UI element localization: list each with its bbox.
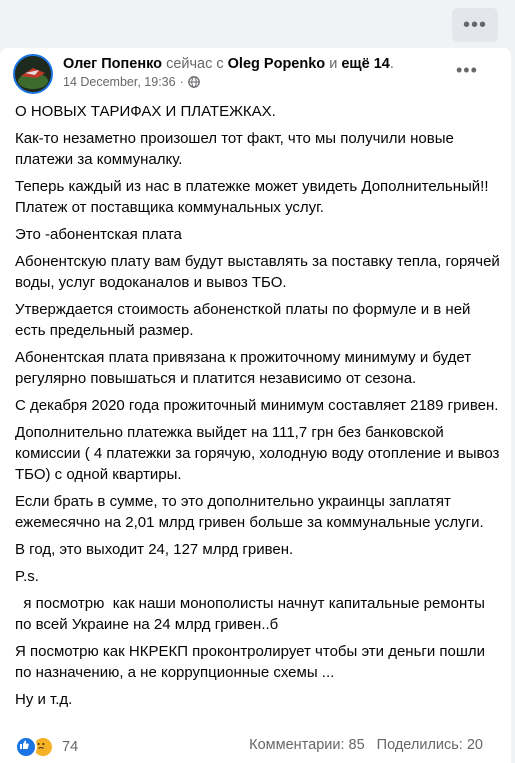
post-paragraph: P.s. [15, 568, 39, 585]
and-text: и [329, 56, 338, 72]
more-options-button[interactable]: ••• [452, 8, 498, 42]
post-text [15, 101, 500, 716]
post-paragraph: Это -абонентская плата [15, 226, 182, 243]
post-stats [249, 737, 483, 753]
post-meta [63, 75, 200, 89]
post-paragraph: Если брать в сумме, то это дополнительно украинцы заплатят ежемесячно на 2,01 млрд гривен больше за коммунальные услуги. [15, 493, 484, 531]
post-paragraph: В год, это выходит 24, 127 млрд гривен. [15, 541, 294, 558]
post-paragraph: Абонентская плата привязана к прожиточному минимуму и будет регулярно повышаться и платится независимо от сезона. [15, 349, 472, 387]
post-paragraph: Утверждается стоимость абоненсткой платы по формуле и в ней есть предельный размер. [15, 301, 471, 339]
post-paragraph: я посмотрю как наши монополисты начнут капитальные ремонты по всей Украине на 24 млрд гривен..б [15, 595, 490, 633]
author-name[interactable]: Олег Попенко [63, 56, 163, 72]
globe-icon [188, 76, 200, 88]
reactions-summary[interactable] [15, 736, 78, 758]
comments-count-link[interactable]: Комментарии: 85 [249, 737, 365, 753]
post-more-button[interactable]: ••• [456, 60, 478, 80]
post-card [0, 48, 511, 763]
others-link[interactable]: ещё 14 [341, 56, 390, 72]
post-paragraph: Теперь каждый из нас в платежке может увидеть Дополнительный!! Платеж от поставщика коммунальных услуг. [15, 178, 489, 216]
post-paragraph: Я посмотрю как НКРЕКП проконтролирует чтобы эти деньги пошли по назначению, а не коррупционные схемы ... [15, 643, 486, 681]
post-paragraph: Абонентскую плату вам будут выставлять за поставку тепла, горячей воды, услуг водоканалов и вывоз ТБО. [15, 253, 500, 291]
top-bar [0, 0, 515, 48]
period-text: . [389, 56, 394, 72]
avatar-image [15, 56, 51, 92]
like-icon [15, 736, 37, 758]
post-paragraph: С декабря 2020 года прожиточный минимум составляет 2189 гривен. [15, 397, 499, 414]
post-paragraph: Ну и т.д. [15, 691, 73, 708]
post-header [63, 56, 394, 72]
post-paragraph: О НОВЫХ ТАРИФАХ И ПЛАТЕЖКАХ. [15, 103, 276, 120]
post-paragraph: Как-то незаметно произошел тот факт, что мы получили новые платежи за коммуналку. [15, 130, 454, 168]
post-date[interactable]: 14 December, 19:36 [63, 75, 176, 89]
tagged-person-link[interactable]: Oleg Popenko [227, 56, 326, 72]
post-paragraph: Дополнительно платежка выйдет на 111,7 грн без банковской комиссии ( 4 платежки за горячую, холодную воду отопление и вывоз ТБО) с одной квартиры. [15, 424, 500, 483]
time-text: сейчас с [166, 56, 224, 72]
shares-count-link[interactable]: Поделились: 20 [376, 737, 483, 753]
avatar[interactable] [13, 54, 53, 94]
reaction-count: 74 [62, 739, 79, 755]
meta-separator: · [179, 75, 184, 89]
